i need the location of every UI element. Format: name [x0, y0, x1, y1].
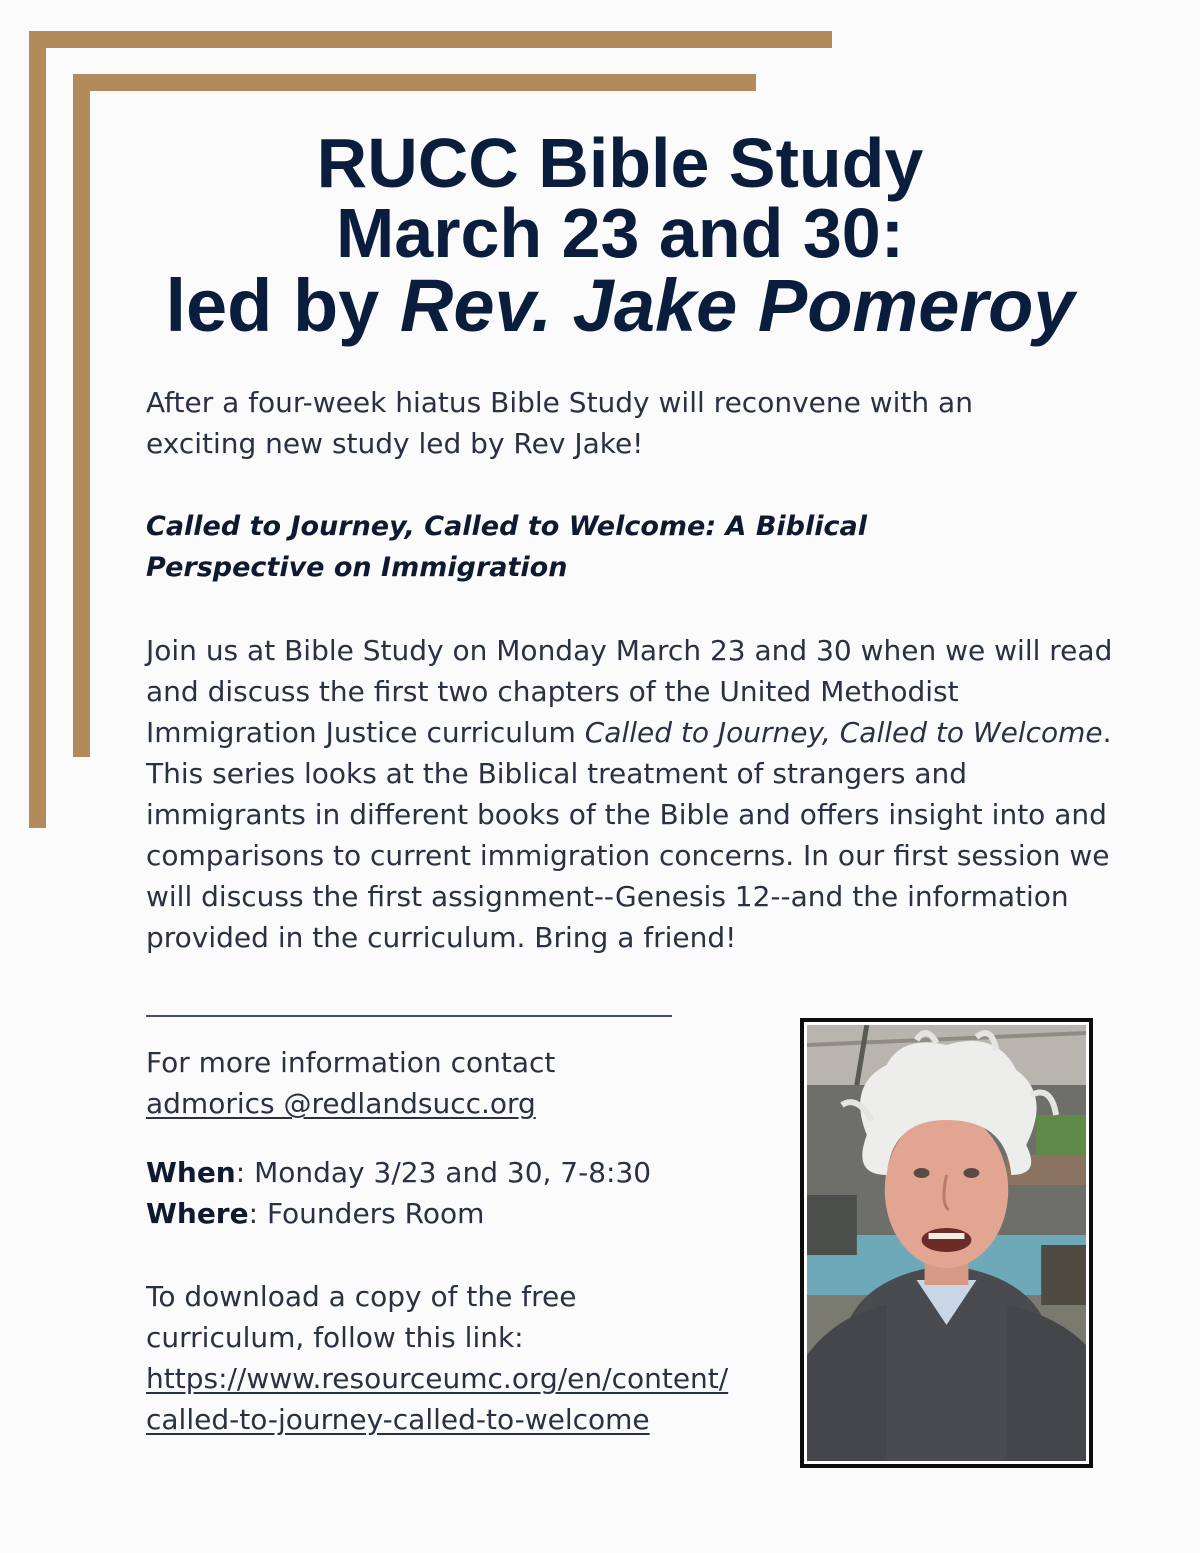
title-line-2: March 23 and 30:: [336, 194, 904, 272]
contact-info: [146, 1042, 746, 1124]
contact-email-link[interactable]: admorics @redlandsucc.org: [146, 1087, 536, 1120]
event-details: [146, 1152, 786, 1234]
description-curriculum-title: Called to Journey, Called to Welcome: [584, 716, 1103, 749]
download-info: [146, 1276, 736, 1440]
when-label: When: [146, 1156, 236, 1189]
section-divider: [146, 1015, 672, 1017]
when-value: : Monday 3/23 and 30, 7-8:30: [235, 1156, 652, 1189]
study-title: Called to Journey, Called to Welcome: A Biblical Perspective on Immigration: [146, 511, 867, 583]
title-line-3: [0, 264, 1200, 347]
where-row: [146, 1193, 786, 1234]
where-label: Where: [146, 1197, 249, 1230]
where-value: : Founders Room: [248, 1197, 485, 1230]
intro-paragraph: After a four-week hiatus Bible Study will reconvene with an exciting new study led by Rev Jake!: [146, 386, 973, 460]
description-part-2: . This series looks at the Biblical treatment of strangers and immigrants in different books of the Bible and offers insight into and comparisons to current immigration concerns. In our first session we will discuss the first assignment--Genesis 12--and the information provided in the curriculum. Bring a friend!: [146, 716, 1112, 954]
curriculum-download-link[interactable]: https://www.resourceumc.org/en/content/called-to-journey-called-to-welcome: [146, 1362, 729, 1436]
contact-text: For more information contact: [146, 1046, 556, 1079]
title-line-1: RUCC Bible Study: [316, 124, 924, 202]
description-part-1: Join us at Bible Study on Monday March 23 and 30 when we will read and discuss the first two chapters of the United Methodist Immigration Justice curriculum: [146, 634, 1113, 749]
when-row: [146, 1152, 786, 1193]
description-paragraph: [146, 630, 1116, 958]
title-leader-name: Rev. Jake Pomeroy: [399, 264, 1075, 347]
leader-photo-frame: [800, 1018, 1093, 1468]
decorative-bar-inner-top: [73, 74, 756, 91]
decorative-bar-outer-top: [29, 31, 832, 48]
title-line-3-prefix: led by: [165, 264, 400, 347]
leader-photo: [807, 1025, 1086, 1461]
download-text: To download a copy of the free curriculum, follow this link:: [146, 1280, 577, 1354]
page-title: [0, 124, 1200, 347]
